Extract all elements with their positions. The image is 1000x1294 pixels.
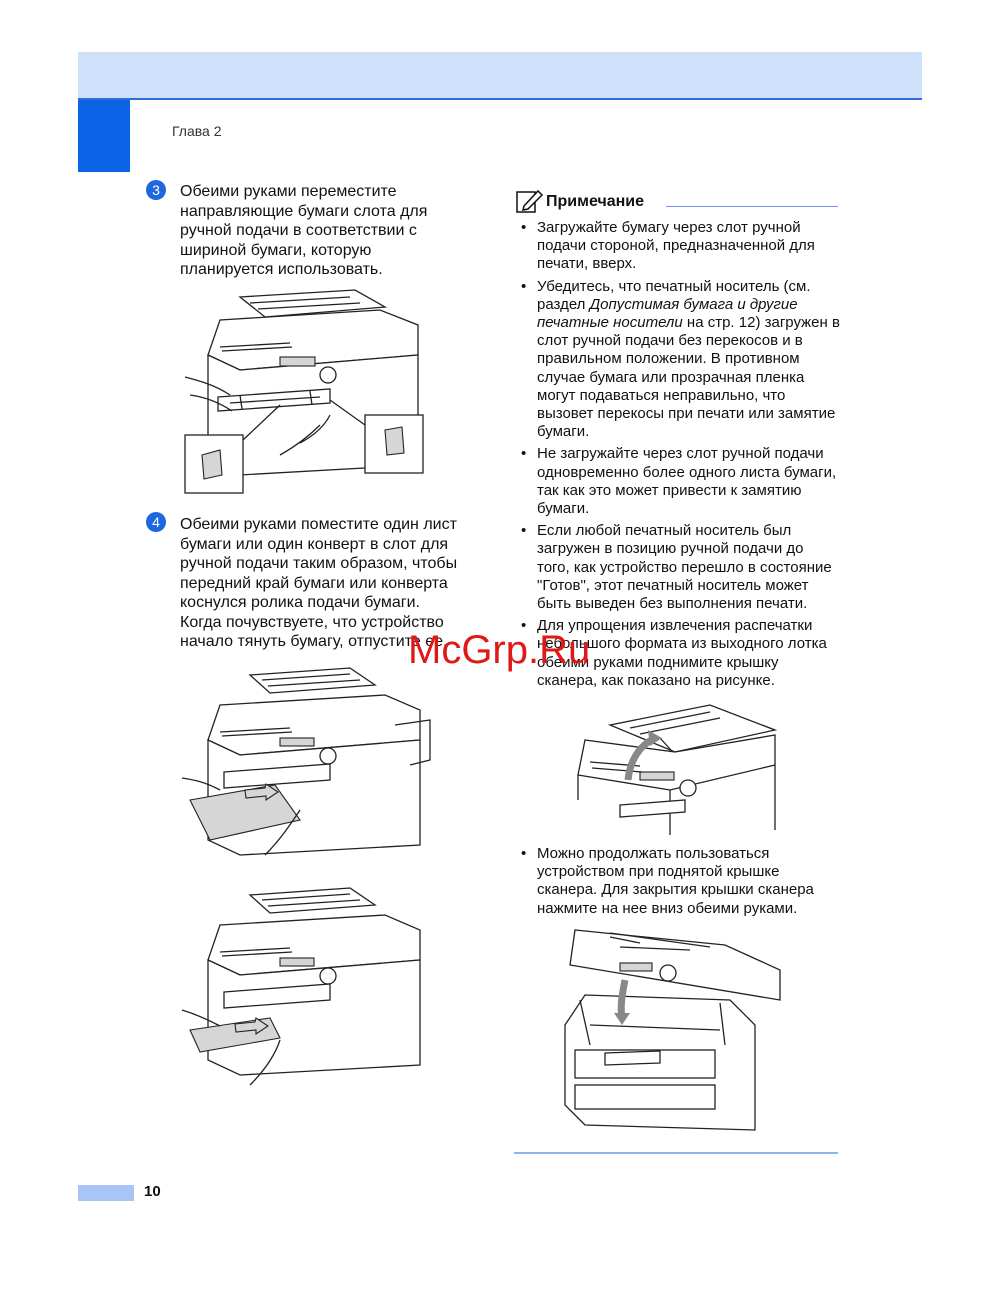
page-header-band [78,52,922,100]
note-title-rule [666,206,838,207]
page-number-block [78,1185,134,1201]
note-pencil-icon [516,188,544,214]
step-4-line: передний край бумаги или конверта [180,574,448,592]
note-end-rule [514,1152,838,1154]
printer-paper-fed-illustration [180,880,435,1095]
step-3-text [180,182,427,280]
note-item-text: Можно продолжать пользоваться устройством при поднятой крышке сканера. Для закрытия крышки сканера нажмите на нее вниз обеими руками. [537,845,814,917]
note-item-text: Убедитесь, что печатный носитель (см. раздел [537,277,811,313]
step-3-badge: 3 [146,180,166,200]
step-4-line: бумаги или один конверт в слот для [180,535,449,553]
printer-open-scanner-illustration [550,925,785,1140]
step-4-line: ручной подачи таким образом, чтобы [180,555,458,572]
note-item [518,845,840,918]
note-item [518,219,840,274]
note-item-text: на стр. 12) загружен в слот ручной подачи без перекосов и в правильном положении. В противном случае бумага или прозрачная пленка могут подаваться неправильно, что вызовет перекосы при печати или замятие бумаги. [537,314,840,441]
step-3-line: направляющие бумаги слота для [180,202,428,220]
note-item-text: Если любой печатный носитель был загружен в позицию ручной подачи до того, как устройство перешло в состояние "Готов", этот печатный носитель может быть выведен без выполнения печати. [537,522,832,613]
step-4-badge: 4 [146,512,166,532]
page-number: 10 [144,1183,161,1200]
note-item-reference: Допустимая бумага и другие печатные носители [537,295,798,332]
step-4-line: Обеими руками поместите один лист [180,516,457,533]
note-title: Примечание [546,193,645,210]
note-list [518,219,840,694]
note-item-text: Не загружайте через слот ручной подачи одновременно более одного листа бумаги, так как это может привести к замятию бумаги. [537,445,837,518]
step-4-line: начало тянуть бумагу, отпустите ее. [180,633,448,650]
note-item [518,522,840,613]
step-4-line: Когда почувствуете, что устройство [180,613,444,631]
printer-lift-cover-illustration [570,700,785,835]
step-3-line: Обеими руками переместите [180,183,397,200]
step-3-line: ручной подачи в соответствии с [180,222,417,239]
watermark: McGrp.Ru [408,628,591,672]
step-3-line: шириной бумаги, которую [180,241,372,259]
printer-guides-illustration [180,285,430,500]
chapter-label: Глава 2 [172,123,222,139]
note-item-text: Загружайте бумагу через слот ручной подачи стороной, предназначенной для печати, вверх. [537,219,815,273]
note-item-text: Для упрощения извлечения распечатки небольшого формата из выходного лотка обеими руками поднимите крышку сканера, как показано на рисунке. [537,617,827,689]
printer-insert-paper-illustration [180,660,435,870]
note-item [518,445,840,518]
note-item [518,278,840,442]
step-4-line: коснулся ролика подачи бумаги. [180,594,420,611]
note-list-continued [518,845,840,922]
step-3-line: планируется использовать. [180,261,383,278]
